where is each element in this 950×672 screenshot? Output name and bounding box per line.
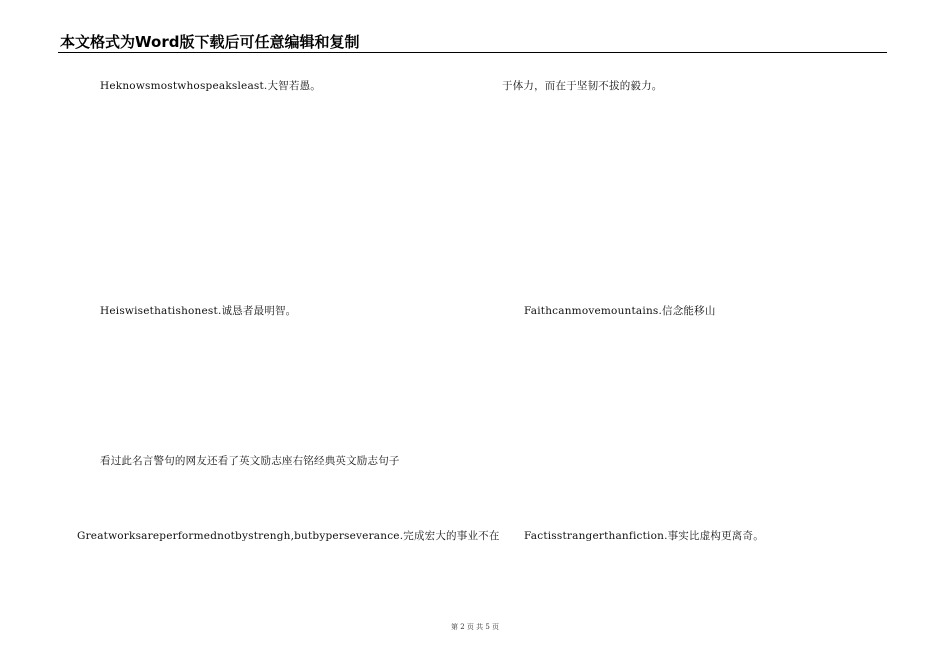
document-header-title: 本文格式为Word版下载后可任意编辑和复制 bbox=[60, 33, 360, 51]
quote-line: Heiswisethatishonest.诚恳者最明智。 bbox=[100, 305, 297, 317]
quote-line: 于体力，而在于坚韧不拔的毅力。 bbox=[502, 80, 663, 92]
page-number-footer: 第 2 页 共 5 页 bbox=[450, 623, 500, 631]
related-note-line: 看过此名言警句的网友还看了英文励志座右铭经典英文励志句子 bbox=[100, 455, 400, 467]
header-divider bbox=[58, 52, 887, 53]
quote-line: Heknowsmostwhospeaksleast.大智若愚。 bbox=[100, 80, 321, 92]
quote-line: Faithcanmovemountains.信念能移山 bbox=[524, 305, 716, 317]
quote-line: Greatworksareperformednotbystrengh,butbyperseverance.完成宏大的事业不在 bbox=[77, 530, 500, 542]
quote-line: Factisstrangerthanfiction.事实比虚构更离奇。 bbox=[524, 530, 764, 542]
